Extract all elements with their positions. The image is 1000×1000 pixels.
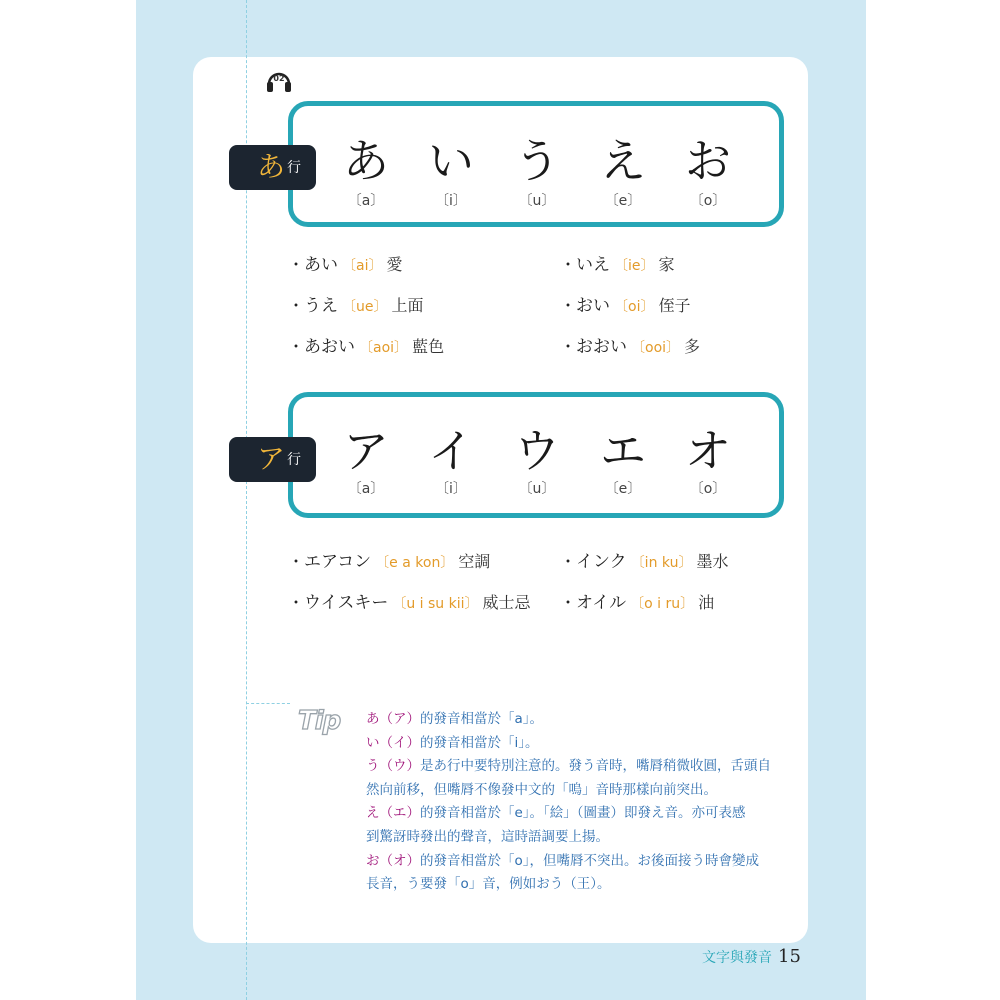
hiragana-romaji: 〔a〕: [347, 193, 385, 209]
tip-line: [366, 802, 796, 826]
vocab-item: ・インク 〔in ku〕 墨水: [560, 552, 729, 572]
katakana-romaji: 〔a〕: [347, 481, 385, 497]
vocab-meaning: 多: [684, 337, 701, 356]
vocab-meaning: 侄子: [658, 296, 691, 315]
katakana-tag-char: ア: [257, 442, 286, 475]
hiragana-tag-char: あ: [257, 150, 286, 183]
hiragana-char: い: [428, 134, 474, 188]
tip-text: 的發音相當於「a」。: [420, 711, 544, 727]
chapter-title: 文字與發音: [702, 950, 772, 966]
vocab-meaning: 愛: [386, 255, 403, 274]
vocab-romaji: 〔aoi〕: [359, 340, 409, 356]
page-footer: [702, 946, 801, 967]
audio-track-number: 02: [273, 74, 285, 83]
vocab-meaning: 威士忌: [482, 593, 531, 612]
vocab-item: ・あい 〔ai〕 愛: [288, 255, 403, 275]
dashed-guide-horizontal: [246, 703, 290, 704]
tip-prefix: お（オ）: [366, 852, 420, 869]
tip-line: [366, 779, 796, 803]
katakana-romaji: 〔i〕: [435, 481, 467, 497]
tip-line: [366, 755, 796, 779]
katakana-char: エ: [600, 424, 646, 478]
hiragana-char: お: [685, 134, 731, 188]
vocab-romaji: 〔u i su kii〕: [392, 596, 479, 612]
vocab-item: ・おおい 〔ooi〕 多: [560, 337, 701, 357]
tip-prefix: え（エ）: [366, 805, 420, 822]
vocab-word: いえ: [576, 255, 611, 275]
page-number: 15: [778, 946, 801, 967]
vocab-item: ・ウイスキー 〔u i su kii〕 威士忌: [288, 593, 531, 613]
vocab-meaning: 油: [698, 593, 715, 612]
tip-text: 然向前移，但嘴脣不像發中文的「嗚」音時那樣向前突出。: [366, 781, 717, 798]
vocab-word: あい: [304, 255, 339, 275]
tip-text: 到驚訝時發出的聲音，這時語調要上揚。: [366, 828, 609, 845]
tip-text: 的發音相當於「i」。: [420, 734, 539, 751]
tip-text: 的發音相當於「o」，但嘴脣不突出。お後面接う時會變成: [420, 852, 760, 869]
vocab-meaning: 家: [658, 255, 675, 274]
tip-line: [366, 708, 796, 732]
tip-text: 的發音相當於「e」。「絵」（圖畫）即發え音。亦可表感: [420, 805, 746, 822]
hiragana-char: う: [514, 134, 560, 188]
vocab-item: ・あおい 〔aoi〕 藍色: [288, 337, 445, 357]
hiragana-char: あ: [343, 134, 389, 188]
vocab-word: おおい: [576, 337, 628, 357]
vocab-word: ウイスキー: [304, 593, 389, 613]
katakana-tag-label: 行: [287, 452, 301, 468]
vocab-romaji: 〔in ku〕: [630, 555, 693, 571]
katakana-row-tag: [229, 437, 316, 482]
tip-line: [366, 873, 796, 897]
vocab-word: おい: [576, 296, 611, 316]
vocab-romaji: 〔ai〕: [342, 258, 383, 274]
vocab-meaning: 藍色: [412, 337, 445, 356]
katakana-char: オ: [685, 424, 731, 478]
vocab-romaji: 〔e a kon〕: [375, 555, 455, 571]
vocab-meaning: 上面: [391, 296, 424, 315]
katakana-char: イ: [428, 424, 474, 478]
tip-text-block: [366, 708, 796, 897]
katakana-char: ウ: [514, 424, 560, 478]
tip-prefix: う（ウ）: [366, 758, 420, 775]
vocab-item: ・エアコン 〔e a kon〕 空調: [288, 552, 491, 572]
vocab-meaning: 墨水: [696, 552, 729, 571]
katakana-romaji: 〔u〕: [518, 481, 556, 497]
vocab-romaji: 〔ooi〕: [631, 340, 681, 356]
hiragana-tag-label: 行: [287, 160, 301, 176]
vocab-item: ・うえ 〔ue〕 上面: [288, 296, 424, 316]
headphones-icon[interactable]: [264, 65, 294, 95]
vocab-item: ・いえ 〔ie〕 家: [560, 255, 675, 275]
hiragana-romaji: 〔i〕: [435, 193, 467, 209]
vocab-romaji: 〔o i ru〕: [630, 596, 695, 612]
vocab-word: インク: [576, 552, 627, 572]
vocab-romaji: 〔oi〕: [614, 299, 655, 315]
vocab-meaning: 空調: [458, 552, 491, 571]
hiragana-romaji: 〔u〕: [518, 193, 556, 209]
tip-prefix: あ（ア）: [366, 711, 420, 727]
katakana-romaji: 〔o〕: [689, 481, 727, 497]
hiragana-char: え: [600, 134, 646, 188]
tip-line: [366, 850, 796, 874]
vocab-item: ・おい 〔oi〕 侄子: [560, 296, 691, 316]
vocab-item: ・オイル 〔o i ru〕 油: [560, 593, 715, 613]
vocab-romaji: 〔ie〕: [614, 258, 655, 274]
vocab-word: あおい: [304, 337, 356, 357]
vocab-romaji: 〔ue〕: [342, 299, 388, 315]
tip-line: [366, 732, 796, 756]
katakana-char: ア: [343, 424, 389, 478]
tip-text: 是あ行中要特別注意的。發う音時，嘴脣稍微收圓，舌頭自: [420, 758, 771, 775]
vocab-word: うえ: [304, 296, 339, 316]
vocab-word: エアコン: [304, 552, 372, 572]
tip-text: 長音，う要發「o」音，例如おう（王）。: [366, 876, 611, 893]
hiragana-row-tag: [229, 145, 316, 190]
tip-label: Tip: [298, 706, 341, 736]
vocab-word: オイル: [576, 593, 627, 613]
katakana-romaji: 〔e〕: [604, 481, 642, 497]
tip-prefix: い（イ）: [366, 734, 420, 751]
hiragana-romaji: 〔o〕: [689, 193, 727, 209]
hiragana-romaji: 〔e〕: [604, 193, 642, 209]
tip-line: [366, 826, 796, 850]
